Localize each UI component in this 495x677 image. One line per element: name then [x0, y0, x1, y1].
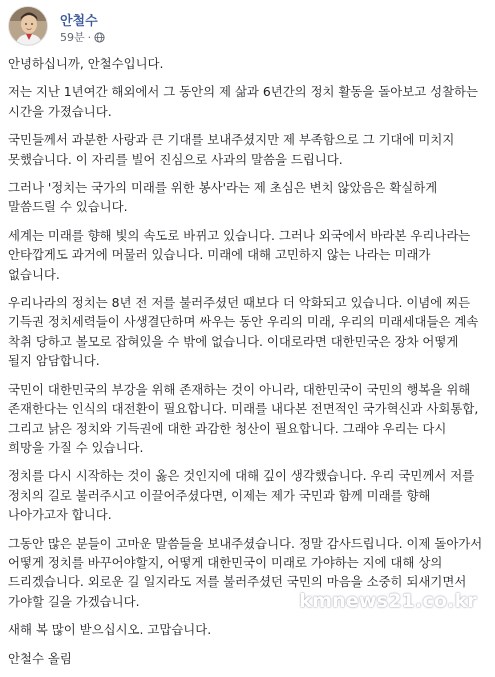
post-paragraph: 그동안 많은 분들이 고마운 말씀들을 보내주셨습니다. 정말 감사드립니다. 이제 돌아가서 어떻게 정치를 바꾸어야할지, 어떻게 대한민국이 미래로 가야하는 지에 대해 상의 드리겠습니다. 외로운 길 일지라도 저를 불러주셨던 국민의 마음을 소중히 되새기면서 가야할 길을 가겠습니다. — [8, 535, 483, 609]
post-paragraph: 세계는 미래를 향해 빛의 속도로 바뀌고 있습니다. 그러나 외국에서 바라본 우리나라는 안타깝게도 과거에 머물러 있습니다. 미래에 대해 고민하지 않는 나라는 미래가 없습니다. — [8, 227, 471, 282]
post-paragraph: 국민이 대한민국의 부강을 위해 존재하는 것이 아니라, 대한민국이 국민의 행복을 위해 존재한다는 인식의 대전환이 필요합니다. 미래를 내다본 전면적인 국가혁신과 사회통합, 그리고 낡은 정치와 기득권에 대한 과감한 청산이 필요합니다. 그래야 우리는 다시 희망을 가질 수 있습니다. — [8, 381, 479, 455]
post-signature: 안철수 올림 — [8, 650, 72, 666]
globe-icon[interactable] — [94, 32, 105, 43]
author-name[interactable]: 안철수 — [60, 14, 98, 29]
post-paragraph: 저는 지난 1년여간 해외에서 그 동안의 제 삶과 6년간의 정치 활동을 돌아보고 성찰하는 시간을 가졌습니다. — [8, 84, 478, 119]
post-paragraph: 그러나 '정치는 국가의 미래를 위한 봉사'라는 제 초심은 변치 않았음은 확실하게 말씀드릴 수 있습니다. — [8, 180, 438, 215]
post-time[interactable]: 59분 — [60, 31, 85, 44]
post-paragraph: 안녕하십니까, 안철수입니다. — [8, 56, 164, 71]
avatar[interactable] — [8, 6, 48, 46]
post-header — [8, 6, 488, 46]
separator-dot: · — [87, 30, 92, 44]
watermark: kmnews21.co.kr — [299, 590, 477, 612]
post-paragraph: 새해 복 많이 받으십시오. 고맙습니다. — [8, 622, 212, 638]
post-paragraph: 우리나라의 정치는 8년 전 저를 불러주셨던 때보다 더 악화되고 있습니다. 이념에 찌든 기득권 정치세력들이 사생결단하며 싸우는 동안 우리의 미래, 우리의 미래세대들은 계속 착취 당하고 볼모로 잡혀있을 수 밖에 없습니다. 이대로라면 대한민국은 장차 어떻게 될지 암담합니다. — [8, 295, 479, 369]
post-paragraph: 정치를 다시 시작하는 것이 옳은 것인지에 대해 깊이 생각했습니다. 우리 국민께서 저를 정치의 길로 불러주시고 이끌어주셨다면, 이제는 제가 국민과 함께 미래를 향해 나아가고자 합니다. — [8, 468, 475, 523]
profile-photo-icon — [9, 7, 48, 46]
post-body — [8, 54, 486, 677]
post-meta — [60, 29, 105, 45]
post-paragraph: 국민들께서 과분한 사랑과 큰 기대를 보내주셨지만 제 부족함으로 그 기대에 미치지 못했습니다. 이 자리를 빌어 진심으로 사과의 말씀을 드립니다. — [8, 132, 455, 167]
